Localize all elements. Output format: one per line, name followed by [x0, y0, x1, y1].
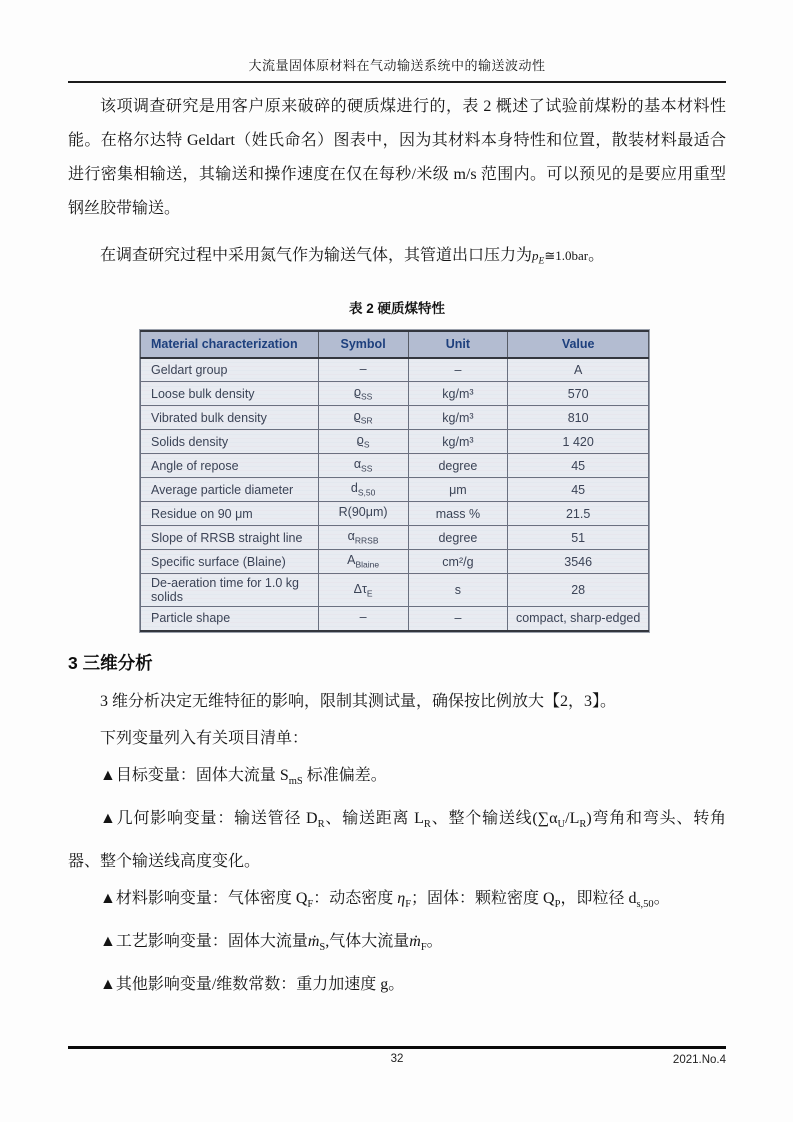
bullet-process-variables: [68, 923, 726, 966]
cell-unit: –: [408, 607, 508, 631]
symbol-base: –: [359, 610, 367, 625]
symbol-base: A: [347, 553, 356, 568]
symbol-subscript: E: [366, 588, 373, 599]
symbol-subscript: SR: [360, 415, 373, 426]
cell-symbol: [318, 607, 408, 631]
cell-value: 3546: [508, 550, 649, 574]
cell-value: 810: [508, 406, 649, 430]
bullet-subscript: P: [554, 899, 561, 911]
cell-material-name: Slope of RRSB straight line: [141, 526, 319, 550]
cell-symbol: [318, 526, 408, 550]
paragraph-gas-end: 。: [588, 247, 605, 264]
bullet-text: ▲材料影响变量：气体密度 Q: [100, 889, 308, 907]
symbol-base: ϱ: [353, 385, 362, 400]
symbol-subscript: SS: [361, 391, 373, 402]
cell-unit: –: [408, 358, 508, 382]
symbol-subscript: S: [363, 439, 370, 450]
bullet-text: /L: [565, 809, 580, 827]
paragraph-gas-text: 在调查研究过程中采用氮气作为输送气体，其管道出口压力为: [100, 247, 533, 264]
page-number: 32: [390, 1053, 404, 1065]
table-row: [141, 526, 649, 550]
cell-material-name: De-aeration time for 1.0 kg solids: [141, 574, 319, 607]
symbol-base: –: [359, 361, 367, 376]
symbol-subscript: S,50: [357, 487, 376, 498]
cell-value: 21.5: [508, 502, 649, 526]
cell-value: compact, sharp-edged: [508, 607, 649, 631]
formula-value: ≅1.0bar: [544, 248, 589, 263]
table-row: [141, 430, 649, 454]
bullet-other-variables: [68, 966, 726, 1003]
table-row: [141, 607, 649, 631]
cell-unit: kg/m³: [408, 406, 508, 430]
cell-material-name: Solids density: [141, 430, 319, 454]
page-content: [68, 55, 726, 1003]
cell-symbol: [318, 358, 408, 382]
cell-unit: degree: [408, 454, 508, 478]
bullet-text: 。: [426, 933, 443, 951]
bullet-material-variables: [68, 880, 726, 923]
page-footer: [68, 1046, 726, 1065]
cell-value: 51: [508, 526, 649, 550]
cell-symbol: [318, 550, 408, 574]
running-head-title: 大流量固体原材料在气动输送系统中的输送波动性: [248, 58, 546, 73]
symbol-base: α: [347, 529, 355, 544]
bullet-text: ▲几何影响变量：输送管径 D: [100, 809, 318, 827]
cell-unit: cm²/g: [408, 550, 508, 574]
bullet-subscript: R: [579, 818, 587, 830]
symbol-subscript: RRSB: [354, 535, 379, 546]
table-row: [141, 406, 649, 430]
issue-label: 2021.No.4: [672, 1054, 726, 1066]
bullet-text: 、整个输送线(∑α: [430, 809, 558, 827]
bullet-subscript: F: [420, 942, 427, 954]
table-row: [141, 478, 649, 502]
bullet-target-variable: [68, 757, 726, 800]
cell-material-name: Geldart group: [141, 358, 319, 382]
cell-value: A: [508, 358, 649, 382]
bullet-subscript: mS: [288, 775, 303, 787]
cell-material-name: Residue on 90 μm: [141, 502, 319, 526]
bullet-text: ，即粒径 d: [560, 889, 637, 907]
symbol-subscript: Blaine: [355, 559, 380, 570]
table-header-row: [141, 331, 649, 358]
symbol-base: R(90μm): [338, 505, 388, 520]
bullet-subscript: F: [307, 899, 314, 911]
table-row: [141, 454, 649, 478]
symbol-base: Δτ: [353, 581, 367, 596]
table-caption: 表 2 硬质煤特性: [348, 300, 445, 316]
bullet-geometry-variables: [68, 800, 726, 880]
bullet-subscript: F: [405, 899, 412, 911]
bullet-subscript: S: [319, 942, 326, 954]
bullet-subscript: R: [317, 818, 325, 830]
bullet-subscript: R: [423, 818, 431, 830]
symbol-base: ϱ: [356, 433, 364, 448]
pressure-formula: [532, 248, 589, 267]
cell-symbol: [318, 382, 408, 406]
formula-subscript: E: [538, 256, 545, 267]
running-head: [68, 55, 726, 83]
cell-value: 1 420: [508, 430, 649, 454]
cell-material-name: Specific surface (Blaine): [141, 550, 319, 574]
bullet-text: )弯角和弯头、转角器、整个输送线高度变化。: [68, 809, 726, 870]
table-row: [141, 574, 649, 607]
bullet-italic-symbol: η: [397, 889, 406, 907]
column-header-unit: Unit: [408, 331, 508, 358]
cell-material-name: Average particle diameter: [141, 478, 319, 502]
bullet-subscript: U: [557, 818, 566, 830]
cell-unit: kg/m³: [408, 430, 508, 454]
cell-symbol: [318, 502, 408, 526]
table-row: [141, 502, 649, 526]
cell-value: 45: [508, 478, 649, 502]
cell-symbol: [318, 454, 408, 478]
cell-symbol: [318, 430, 408, 454]
bullet-text: 标准偏差。: [302, 766, 387, 784]
section-paragraph-1: 3 维分析决定无维特征的影响，限制其测试量，确保按比例放大【2，3】。: [100, 692, 617, 710]
cell-unit: degree: [408, 526, 508, 550]
cell-symbol: [318, 478, 408, 502]
paragraph-gas: [68, 241, 726, 277]
cell-unit: s: [408, 574, 508, 607]
bullet-text: ,气体大流量: [325, 933, 410, 951]
bullet-text: ▲工艺影响变量：固体大流量: [100, 933, 308, 951]
cell-value: 28: [508, 574, 649, 607]
cell-symbol: [318, 406, 408, 430]
cell-value: 570: [508, 382, 649, 406]
materials-table-image: [140, 330, 649, 632]
table-row: [141, 382, 649, 406]
cell-unit: mass %: [408, 502, 508, 526]
materials-table: [140, 330, 649, 632]
paragraph-intro: 该项调查研究是用客户原来破碎的硬质煤进行的，表 2 概述了试验前煤粉的基本材料性能。在格尔达特 Geldart（姓氏命名）图表中，因为其材料本身特性和位置，散装材料最适合进行密集相输送，其输送和操作速度在仅在每秒/米级 m/s 范围内。可以预见的是要应用重型钢丝胶带输送。: [68, 98, 726, 217]
cell-value: 45: [508, 454, 649, 478]
column-header-value: Value: [508, 331, 649, 358]
symbol-base: d: [350, 481, 358, 496]
table-row: [141, 358, 649, 382]
bullet-italic-symbol: ṁ: [307, 933, 320, 951]
table-row: [141, 550, 649, 574]
column-header-material: Material characterization: [141, 331, 319, 358]
cell-material-name: Loose bulk density: [141, 382, 319, 406]
cell-symbol: [318, 574, 408, 607]
bullet-text: ▲目标变量：固体大流量 S: [100, 766, 289, 784]
bullet-subscript: s,50: [636, 899, 654, 911]
column-header-symbol: Symbol: [318, 331, 408, 358]
section-heading: 3 三维分析: [68, 652, 153, 673]
section-paragraph-2: 下列变量列入有关项目清单：: [100, 729, 309, 747]
cell-unit: μm: [408, 478, 508, 502]
symbol-subscript: SS: [361, 463, 373, 474]
cell-unit: kg/m³: [408, 382, 508, 406]
formula-variable: p: [532, 248, 539, 263]
symbol-base: α: [353, 457, 362, 472]
bullet-text: 。: [653, 889, 670, 907]
bullet-text: 、输送距离 L: [324, 809, 424, 827]
symbol-base: ϱ: [353, 409, 361, 424]
bullet-text: ：动态密度: [313, 889, 398, 907]
cell-material-name: Angle of repose: [141, 454, 319, 478]
bullet-text: ▲其他影响变量/维数常数：重力加速度 g。: [100, 976, 405, 994]
cell-material-name: Vibrated bulk density: [141, 406, 319, 430]
bullet-text: ；固体：颗粒密度 Q: [411, 889, 555, 907]
cell-material-name: Particle shape: [141, 607, 319, 631]
bullet-italic-symbol: ṁ: [409, 933, 421, 951]
